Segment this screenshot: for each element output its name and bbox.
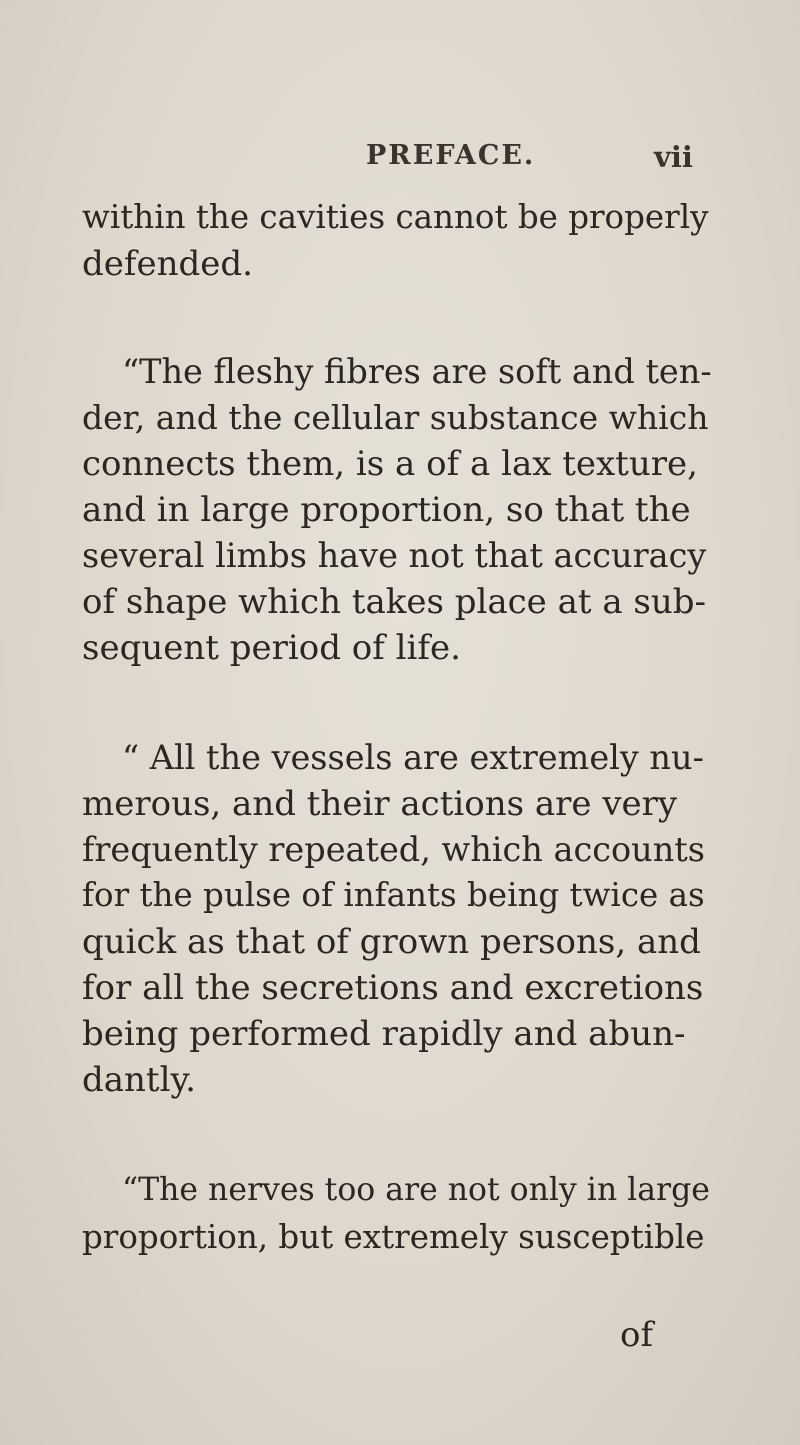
text-line: defended.	[82, 244, 253, 284]
text-line: and in large proportion, so that the	[82, 490, 691, 530]
text-line: within the cavities cannot be properly	[82, 198, 709, 236]
text-line: for all the secretions and excretions	[82, 968, 704, 1008]
text-line: dantly.	[82, 1060, 196, 1100]
text-line: several limbs have not that accuracy	[82, 536, 707, 575]
text-line: “The fleshy fibres are soft and ten-	[122, 352, 712, 391]
page-header	[0, 140, 800, 180]
text-line: connects them, is a of a lax texture,	[82, 444, 698, 484]
text-line: proportion, but extremely susceptible	[82, 1218, 705, 1256]
page-number: vii	[654, 140, 693, 174]
text-line: quick as that of grown persons, and	[82, 922, 701, 962]
text-line: sequent period of life.	[82, 628, 461, 668]
catchword: of	[620, 1315, 654, 1355]
text-line: for the pulse of infants being twice as	[82, 876, 705, 914]
text-line: “ All the vessels are extremely nu-	[122, 738, 704, 777]
running-head: PREFACE.	[366, 140, 536, 171]
text-line: merous, and their actions are very	[82, 784, 678, 824]
text-line: of shape which takes place at a sub-	[82, 582, 707, 622]
text-line: frequently repeated, which accounts	[82, 830, 705, 869]
text-line: “The nerves too are not only in large	[122, 1172, 710, 1208]
text-line: der, and the cellular substance which	[82, 398, 709, 437]
text-line: being performed rapidly and abun-	[82, 1014, 686, 1054]
